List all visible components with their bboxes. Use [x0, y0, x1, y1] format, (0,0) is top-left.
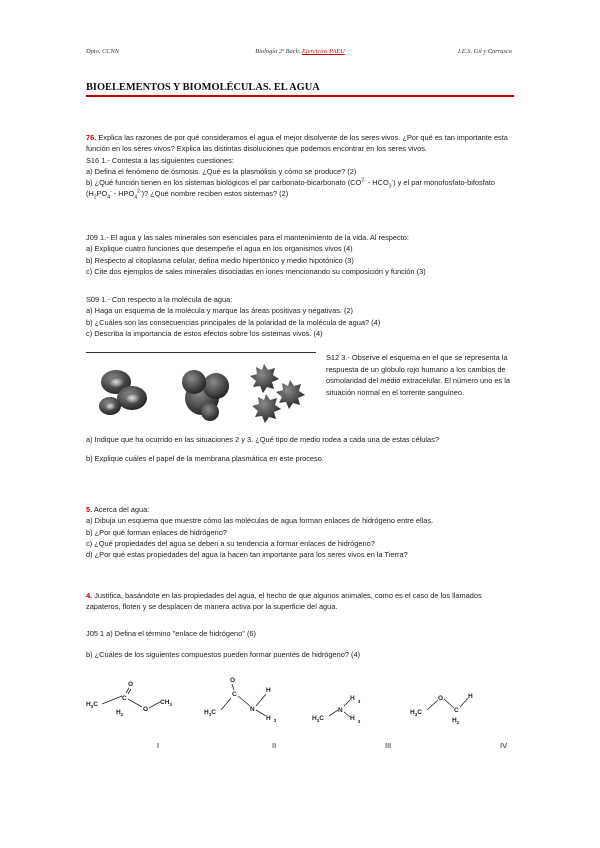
svg-text:H3C: $H_3C$ [86, 701, 98, 709]
question-number: 5. [86, 505, 93, 514]
s09-a: a) Haga un esquema de la molécula y marque las áreas positivas y negativas. (2) [86, 306, 354, 316]
svg-text:C: C [232, 691, 237, 698]
q5-b: b) ¿Por qué forman enlaces de hidrógeno? [86, 527, 227, 537]
molecule-i [86, 681, 172, 750]
svg-text:C: C [454, 707, 459, 714]
question-heading: Acerca del agua: [92, 505, 150, 514]
question-j05 [86, 628, 512, 661]
svg-text:H3C: $H_3C$ [410, 709, 422, 717]
question-number: 4. [86, 591, 93, 600]
question-j09 [86, 232, 512, 277]
j09-a: a) Explique cuatro funciones que desempeñe el agua en los organismos vivos (4) [86, 244, 353, 254]
s12-statement: S12 3.- Observe el esquema en el que se representa la respuesta de un glóbulo rojo humano a los cambios de osmolaridad del medio extracelular. El número uno es la situación normal en el torrente sanguíneo. [326, 353, 511, 397]
j09-heading: J09 1.- El agua y las sales minerales son esenciales para el mantenimiento de la vida. Al respecto: [86, 233, 409, 242]
question-text: Justifica, basándote en las propiedades del agua, el hecho de que algunos animales, como es el caso de los llamados zapateros, floten y se desplacen de manera activa por la superficie del agua. [86, 591, 482, 612]
svg-text:H3: H $_3$ [350, 695, 361, 704]
j09-c: c) Cite dos ejemplos de sales minerales disociadas en iones mencionando su composición y función (3) [86, 266, 426, 276]
question-text: Explica las razones de por qué consideramos el agua el mejor disolvente de los seres vivos. ¿Por qué es tan importante esta función en los seres vivos? Explica las distintas disoluciones que podemos encontrar en los seres vivos. [86, 133, 508, 154]
svg-text:O: O [128, 681, 134, 688]
svg-text:H3C: $H_3C$ [204, 709, 216, 717]
j09-b: b) Respecto al citoplasma celular, defina medio hipertónico y medio hipotónico (3) [86, 255, 354, 265]
svg-text:H: H [468, 693, 473, 700]
crenated-cells [250, 364, 305, 423]
header-department: Dpto. CCNN [86, 48, 120, 55]
question-s09 [86, 294, 512, 339]
s12-b: b) Explique cuáles el papel de la membrana plasmática en este proceso. [86, 454, 324, 464]
q5-d: d) ¿Por qué estas propiedades del agua la hacen tan importante para los seres vivos en la Tierra? [86, 550, 408, 560]
svg-text:O: O [230, 677, 236, 684]
header-link[interactable]: Ejercicios PAEU [301, 48, 345, 55]
divider [86, 352, 316, 353]
j05-b: b) ¿Cuáles de los siguientes compuestos pueden formar puentes de hidrógeno? (4) [86, 650, 361, 660]
header-school: I.E.S. Gil y Carrasco [458, 48, 512, 55]
question-76 [86, 132, 512, 200]
s16-heading: S16 1.- Contesta a las siguientes cuestiones: [86, 155, 234, 165]
svg-text:O: O [143, 706, 149, 713]
molecule-ii [204, 677, 277, 750]
normal-cells [99, 370, 147, 415]
question-4 [86, 590, 512, 613]
q5-c: c) ¿Qué propiedades del agua se deben a su tendencia a formar enlaces de hidrógeno? [86, 538, 375, 548]
j05-a: J05 1 a) Defina el término "enlace de hidrógeno" (6) [86, 629, 256, 638]
svg-text:H2: $H_2$ [116, 709, 124, 717]
molecule-iii [312, 695, 391, 750]
svg-text:H3: H $_3$ [350, 715, 361, 724]
s09-c: c) Describa la importancia de estos efectos sobre los sistemas vivos. (4) [86, 328, 323, 338]
svg-text:H2: $H_2$ [452, 717, 460, 725]
svg-text:C: C [122, 695, 127, 702]
molecule-iv [410, 693, 507, 750]
svg-text:H: H [266, 687, 271, 694]
svg-text:N: N [338, 707, 343, 714]
question-5 [86, 504, 512, 560]
molecule-structures [80, 672, 520, 764]
question-number: 76. [86, 133, 97, 142]
q5-a: a) Dibuja un esquema que muestre cómo las moléculas de agua forman enlaces de hidrógeno entre ellas. [86, 516, 434, 526]
header-course-text: Biología 2º Bach. [255, 48, 302, 55]
label-iv: IV [500, 741, 508, 750]
label-i: I [157, 741, 160, 750]
svg-text:H3: H $_3$ [266, 715, 277, 723]
page-title: BIOELEMENTOS Y BIOMOLÉCULAS. EL AGUA [86, 82, 514, 97]
svg-text:H3C: $H_3C$ [312, 715, 324, 723]
s12-a: a) Indique que ha ocurrido en las situaciones 2 y 3. ¿Qué tipo de medio rodea a cada una de estas células? [86, 435, 439, 444]
s16-a: a) Defina el fenómeno de ósmosis. ¿Qué es la plasmólisis y cómo se produce? (2) [86, 166, 357, 176]
swollen-cells [182, 370, 229, 421]
svg-text:O: O [438, 695, 444, 702]
s09-b: b) ¿Cuáles son las consecuencias principales de la polaridad de la molécula de agua? (4) [86, 317, 381, 327]
label-ii: II [272, 741, 277, 750]
s09-heading: S09 1.- Con respecto a la molécula de agua: [86, 295, 233, 304]
svg-text:CH3: $CH_3$ [160, 699, 172, 707]
svg-text:N: N [250, 706, 255, 713]
red-blood-cells-figure [92, 356, 322, 426]
s12-questions [86, 434, 512, 465]
s16-b: b) ¿Qué función tienen en los sistemas biológicos el par carbonato-bicarbonato $(CO^{2-} - HCO_3^-)$ y el par monofosfato-bifosfato $(H_2PO_4^- - HPO_4^{2-})$? ¿Qué nombre reciben estos sistemas? (2) [86, 177, 496, 201]
label-iii: III [385, 741, 392, 750]
